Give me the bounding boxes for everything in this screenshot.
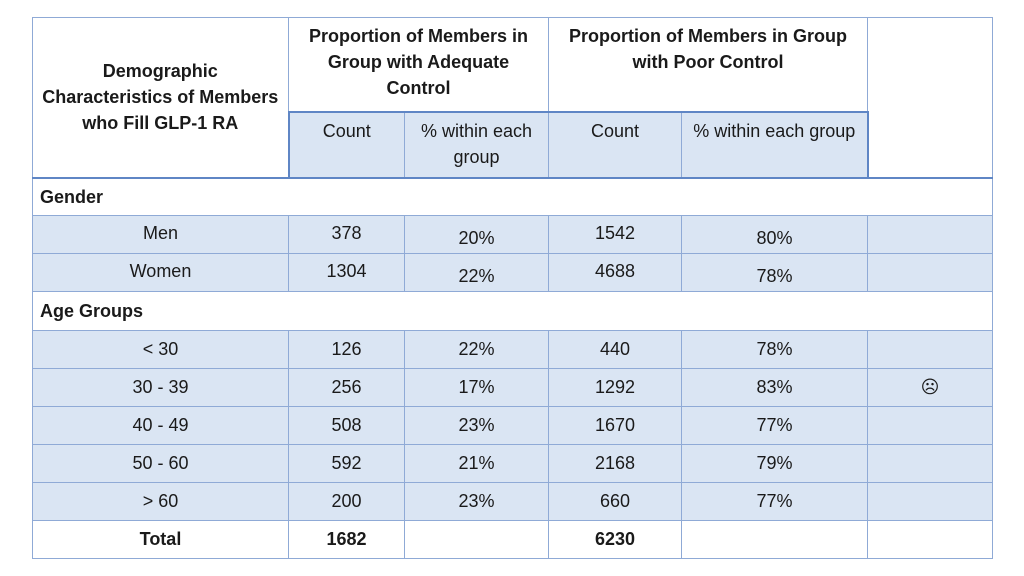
adequate-count: 256 xyxy=(289,368,405,406)
adequate-pct: 22% xyxy=(405,254,549,292)
row-note xyxy=(868,216,993,254)
header-blank xyxy=(868,18,993,178)
glp1-control-table xyxy=(32,17,993,559)
adequate-pct: 17% xyxy=(405,368,549,406)
table-row xyxy=(33,406,993,444)
table-row xyxy=(33,368,993,406)
total-label: Total xyxy=(33,520,289,558)
header-adequate-control: Proportion of Members in Group with Adequate Control xyxy=(289,18,549,112)
frown-face-icon: ☹ xyxy=(868,368,993,406)
adequate-pct: 23% xyxy=(405,482,549,520)
row-label: Men xyxy=(33,216,289,254)
poor-pct: 79% xyxy=(682,444,868,482)
row-label: 50 - 60 xyxy=(33,444,289,482)
poor-pct: 77% xyxy=(682,482,868,520)
row-note xyxy=(868,482,993,520)
poor-count: 1670 xyxy=(549,406,682,444)
subheader-adequate-count: Count xyxy=(289,112,405,178)
poor-count: 1292 xyxy=(549,368,682,406)
row-note xyxy=(868,254,993,292)
table-row xyxy=(33,482,993,520)
row-note xyxy=(868,406,993,444)
total-poor-pct xyxy=(682,520,868,558)
row-label: < 30 xyxy=(33,330,289,368)
row-label: Women xyxy=(33,254,289,292)
table-row xyxy=(33,444,993,482)
total-adequate-count: 1682 xyxy=(289,520,405,558)
poor-pct: 83% xyxy=(682,368,868,406)
poor-count: 660 xyxy=(549,482,682,520)
poor-pct: 78% xyxy=(682,330,868,368)
adequate-count: 200 xyxy=(289,482,405,520)
poor-count: 440 xyxy=(549,330,682,368)
table-row xyxy=(33,254,993,292)
total-adequate-pct xyxy=(405,520,549,558)
row-note xyxy=(868,444,993,482)
total-poor-count: 6230 xyxy=(549,520,682,558)
adequate-count: 1304 xyxy=(289,254,405,292)
adequate-pct: 21% xyxy=(405,444,549,482)
header-poor-control: Proportion of Members in Group with Poor Control xyxy=(549,18,868,112)
poor-count: 2168 xyxy=(549,444,682,482)
subheader-adequate-pct: % within each group xyxy=(405,112,549,178)
subheader-poor-count: Count xyxy=(549,112,682,178)
adequate-count: 508 xyxy=(289,406,405,444)
subheader-poor-pct: % within each group xyxy=(682,112,868,178)
section-age-groups: Age Groups xyxy=(33,292,993,330)
adequate-count: 592 xyxy=(289,444,405,482)
adequate-pct: 23% xyxy=(405,406,549,444)
adequate-count: 126 xyxy=(289,330,405,368)
total-row xyxy=(33,520,993,558)
adequate-pct: 20% xyxy=(405,216,549,254)
poor-pct: 80% xyxy=(682,216,868,254)
adequate-pct: 22% xyxy=(405,330,549,368)
table-row xyxy=(33,216,993,254)
table-row xyxy=(33,330,993,368)
adequate-count: 378 xyxy=(289,216,405,254)
poor-pct: 77% xyxy=(682,406,868,444)
poor-count: 4688 xyxy=(549,254,682,292)
row-note xyxy=(868,330,993,368)
row-label: 30 - 39 xyxy=(33,368,289,406)
row-label: 40 - 49 xyxy=(33,406,289,444)
row-label: > 60 xyxy=(33,482,289,520)
section-gender: Gender xyxy=(33,178,993,216)
header-demographic: Demographic Characteristics of Members who Fill GLP-1 RA xyxy=(33,18,289,178)
poor-pct: 78% xyxy=(682,254,868,292)
total-note xyxy=(868,520,993,558)
poor-count: 1542 xyxy=(549,216,682,254)
